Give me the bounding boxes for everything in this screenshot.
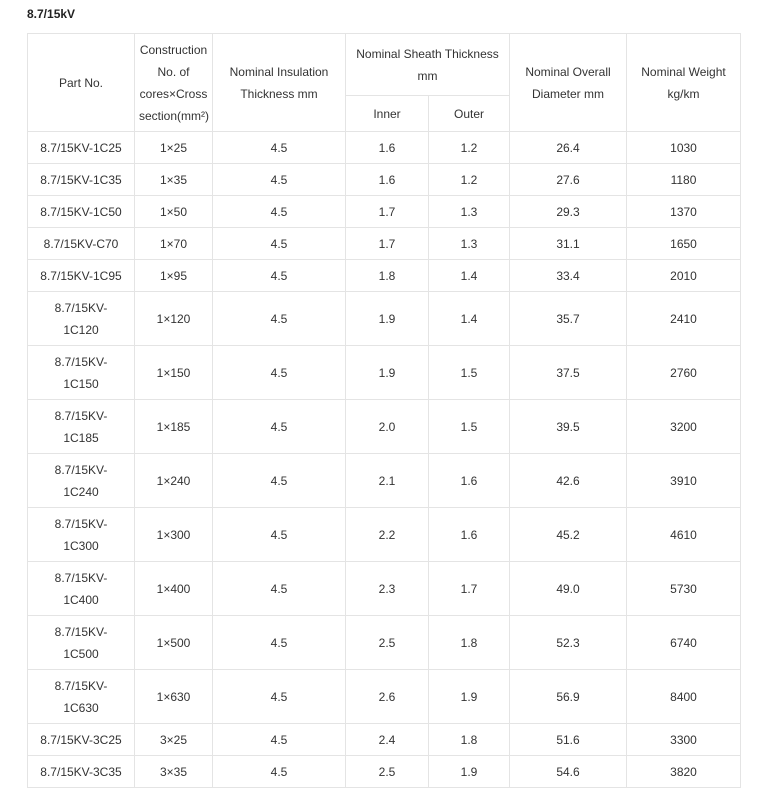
cell-part: 8.7/15KV-3C35 — [28, 756, 135, 788]
cell-weight: 5730 — [627, 562, 741, 616]
cell-part: 8.7/15KV-1C630 — [28, 670, 135, 724]
cell-insulation: 4.5 — [213, 164, 346, 196]
cell-diameter: 35.7 — [510, 292, 627, 346]
cell-inner: 2.2 — [346, 508, 429, 562]
cell-outer: 1.3 — [429, 196, 510, 228]
col-header-part-no: Part No. — [28, 34, 135, 132]
table-row — [28, 454, 741, 508]
cell-inner: 1.7 — [346, 228, 429, 260]
table-row — [28, 260, 741, 292]
cell-diameter: 52.3 — [510, 616, 627, 670]
table-row — [28, 616, 741, 670]
col-header-construction: Construction No. of cores×Cross section(mm²) — [135, 34, 213, 132]
table-header — [28, 34, 741, 132]
cell-weight: 8400 — [627, 670, 741, 724]
cell-inner: 2.5 — [346, 756, 429, 788]
table-row — [28, 670, 741, 724]
cell-weight: 1370 — [627, 196, 741, 228]
table-body — [28, 132, 741, 788]
cell-inner: 2.0 — [346, 400, 429, 454]
cell-insulation: 4.5 — [213, 454, 346, 508]
cell-part: 8.7/15KV-1C240 — [28, 454, 135, 508]
cable-spec-table — [27, 33, 741, 788]
cell-diameter: 26.4 — [510, 132, 627, 164]
cell-outer: 1.2 — [429, 132, 510, 164]
cell-outer: 1.4 — [429, 260, 510, 292]
cell-weight: 2010 — [627, 260, 741, 292]
cell-construction: 1×120 — [135, 292, 213, 346]
cell-inner: 1.9 — [346, 346, 429, 400]
cell-insulation: 4.5 — [213, 132, 346, 164]
cell-inner: 1.6 — [346, 164, 429, 196]
cell-weight: 3910 — [627, 454, 741, 508]
cell-construction: 1×300 — [135, 508, 213, 562]
cell-diameter: 42.6 — [510, 454, 627, 508]
cell-weight: 6740 — [627, 616, 741, 670]
cell-outer: 1.6 — [429, 454, 510, 508]
cell-inner: 2.5 — [346, 616, 429, 670]
cell-diameter: 29.3 — [510, 196, 627, 228]
cell-weight: 1650 — [627, 228, 741, 260]
cell-insulation: 4.5 — [213, 400, 346, 454]
table-row — [28, 132, 741, 164]
cell-outer: 1.9 — [429, 670, 510, 724]
cell-outer: 1.8 — [429, 724, 510, 756]
cell-weight: 4610 — [627, 508, 741, 562]
cell-outer: 1.3 — [429, 228, 510, 260]
cell-inner: 2.6 — [346, 670, 429, 724]
cell-construction: 1×400 — [135, 562, 213, 616]
cell-construction: 1×35 — [135, 164, 213, 196]
cell-part: 8.7/15KV-1C400 — [28, 562, 135, 616]
cell-part: 8.7/15KV-1C300 — [28, 508, 135, 562]
table-row — [28, 196, 741, 228]
cell-outer: 1.9 — [429, 756, 510, 788]
cell-outer: 1.7 — [429, 562, 510, 616]
col-header-weight: Nominal Weight kg/km — [627, 34, 741, 132]
cell-outer: 1.5 — [429, 400, 510, 454]
cell-inner: 1.8 — [346, 260, 429, 292]
cell-part: 8.7/15KV-1C120 — [28, 292, 135, 346]
cell-diameter: 37.5 — [510, 346, 627, 400]
col-header-outer: Outer — [429, 96, 510, 132]
cell-construction: 1×70 — [135, 228, 213, 260]
table-row — [28, 756, 741, 788]
cell-part: 8.7/15KV-C70 — [28, 228, 135, 260]
cell-diameter: 49.0 — [510, 562, 627, 616]
cell-inner: 2.3 — [346, 562, 429, 616]
cell-inner: 1.6 — [346, 132, 429, 164]
cell-construction: 1×240 — [135, 454, 213, 508]
table-row — [28, 292, 741, 346]
cell-inner: 2.1 — [346, 454, 429, 508]
cell-outer: 1.6 — [429, 508, 510, 562]
cell-construction: 1×95 — [135, 260, 213, 292]
table-row — [28, 724, 741, 756]
cell-weight: 3200 — [627, 400, 741, 454]
cell-construction: 3×25 — [135, 724, 213, 756]
table-row — [28, 164, 741, 196]
table-row — [28, 228, 741, 260]
cell-inner: 1.9 — [346, 292, 429, 346]
section-heading: 8.7/15kV — [27, 7, 76, 21]
col-header-diameter: Nominal Overall Diameter mm — [510, 34, 627, 132]
cell-part: 8.7/15KV-1C50 — [28, 196, 135, 228]
cell-construction: 1×25 — [135, 132, 213, 164]
cell-construction: 1×500 — [135, 616, 213, 670]
cell-diameter: 54.6 — [510, 756, 627, 788]
cell-insulation: 4.5 — [213, 346, 346, 400]
cell-insulation: 4.5 — [213, 260, 346, 292]
cell-part: 8.7/15KV-1C185 — [28, 400, 135, 454]
cell-weight: 2410 — [627, 292, 741, 346]
cell-weight: 1180 — [627, 164, 741, 196]
col-header-sheath: Nominal Sheath Thickness mm — [346, 34, 510, 96]
cell-insulation: 4.5 — [213, 228, 346, 260]
cell-construction: 1×630 — [135, 670, 213, 724]
table-row — [28, 346, 741, 400]
cell-diameter: 31.1 — [510, 228, 627, 260]
cell-diameter: 39.5 — [510, 400, 627, 454]
cell-weight: 1030 — [627, 132, 741, 164]
cell-construction: 1×50 — [135, 196, 213, 228]
cell-outer: 1.8 — [429, 616, 510, 670]
col-header-insulation: Nominal Insulation Thickness mm — [213, 34, 346, 132]
cell-part: 8.7/15KV-1C95 — [28, 260, 135, 292]
cell-diameter: 33.4 — [510, 260, 627, 292]
cell-insulation: 4.5 — [213, 292, 346, 346]
cell-construction: 1×185 — [135, 400, 213, 454]
cell-diameter: 51.6 — [510, 724, 627, 756]
cell-part: 8.7/15KV-1C500 — [28, 616, 135, 670]
cell-outer: 1.2 — [429, 164, 510, 196]
cell-diameter: 27.6 — [510, 164, 627, 196]
cell-outer: 1.4 — [429, 292, 510, 346]
table-row — [28, 562, 741, 616]
cell-outer: 1.5 — [429, 346, 510, 400]
cell-part: 8.7/15KV-3C25 — [28, 724, 135, 756]
cell-insulation: 4.5 — [213, 724, 346, 756]
cell-insulation: 4.5 — [213, 562, 346, 616]
cell-diameter: 45.2 — [510, 508, 627, 562]
cell-weight: 3300 — [627, 724, 741, 756]
cell-weight: 2760 — [627, 346, 741, 400]
cell-part: 8.7/15KV-1C35 — [28, 164, 135, 196]
table-row — [28, 508, 741, 562]
cell-inner: 1.7 — [346, 196, 429, 228]
cell-insulation: 4.5 — [213, 616, 346, 670]
cell-construction: 1×150 — [135, 346, 213, 400]
cell-insulation: 4.5 — [213, 508, 346, 562]
cell-insulation: 4.5 — [213, 756, 346, 788]
col-header-inner: Inner — [346, 96, 429, 132]
cell-diameter: 56.9 — [510, 670, 627, 724]
cell-insulation: 4.5 — [213, 670, 346, 724]
cell-weight: 3820 — [627, 756, 741, 788]
cell-insulation: 4.5 — [213, 196, 346, 228]
cell-construction: 3×35 — [135, 756, 213, 788]
cell-part: 8.7/15KV-1C150 — [28, 346, 135, 400]
cell-inner: 2.4 — [346, 724, 429, 756]
cell-part: 8.7/15KV-1C25 — [28, 132, 135, 164]
table-row — [28, 400, 741, 454]
